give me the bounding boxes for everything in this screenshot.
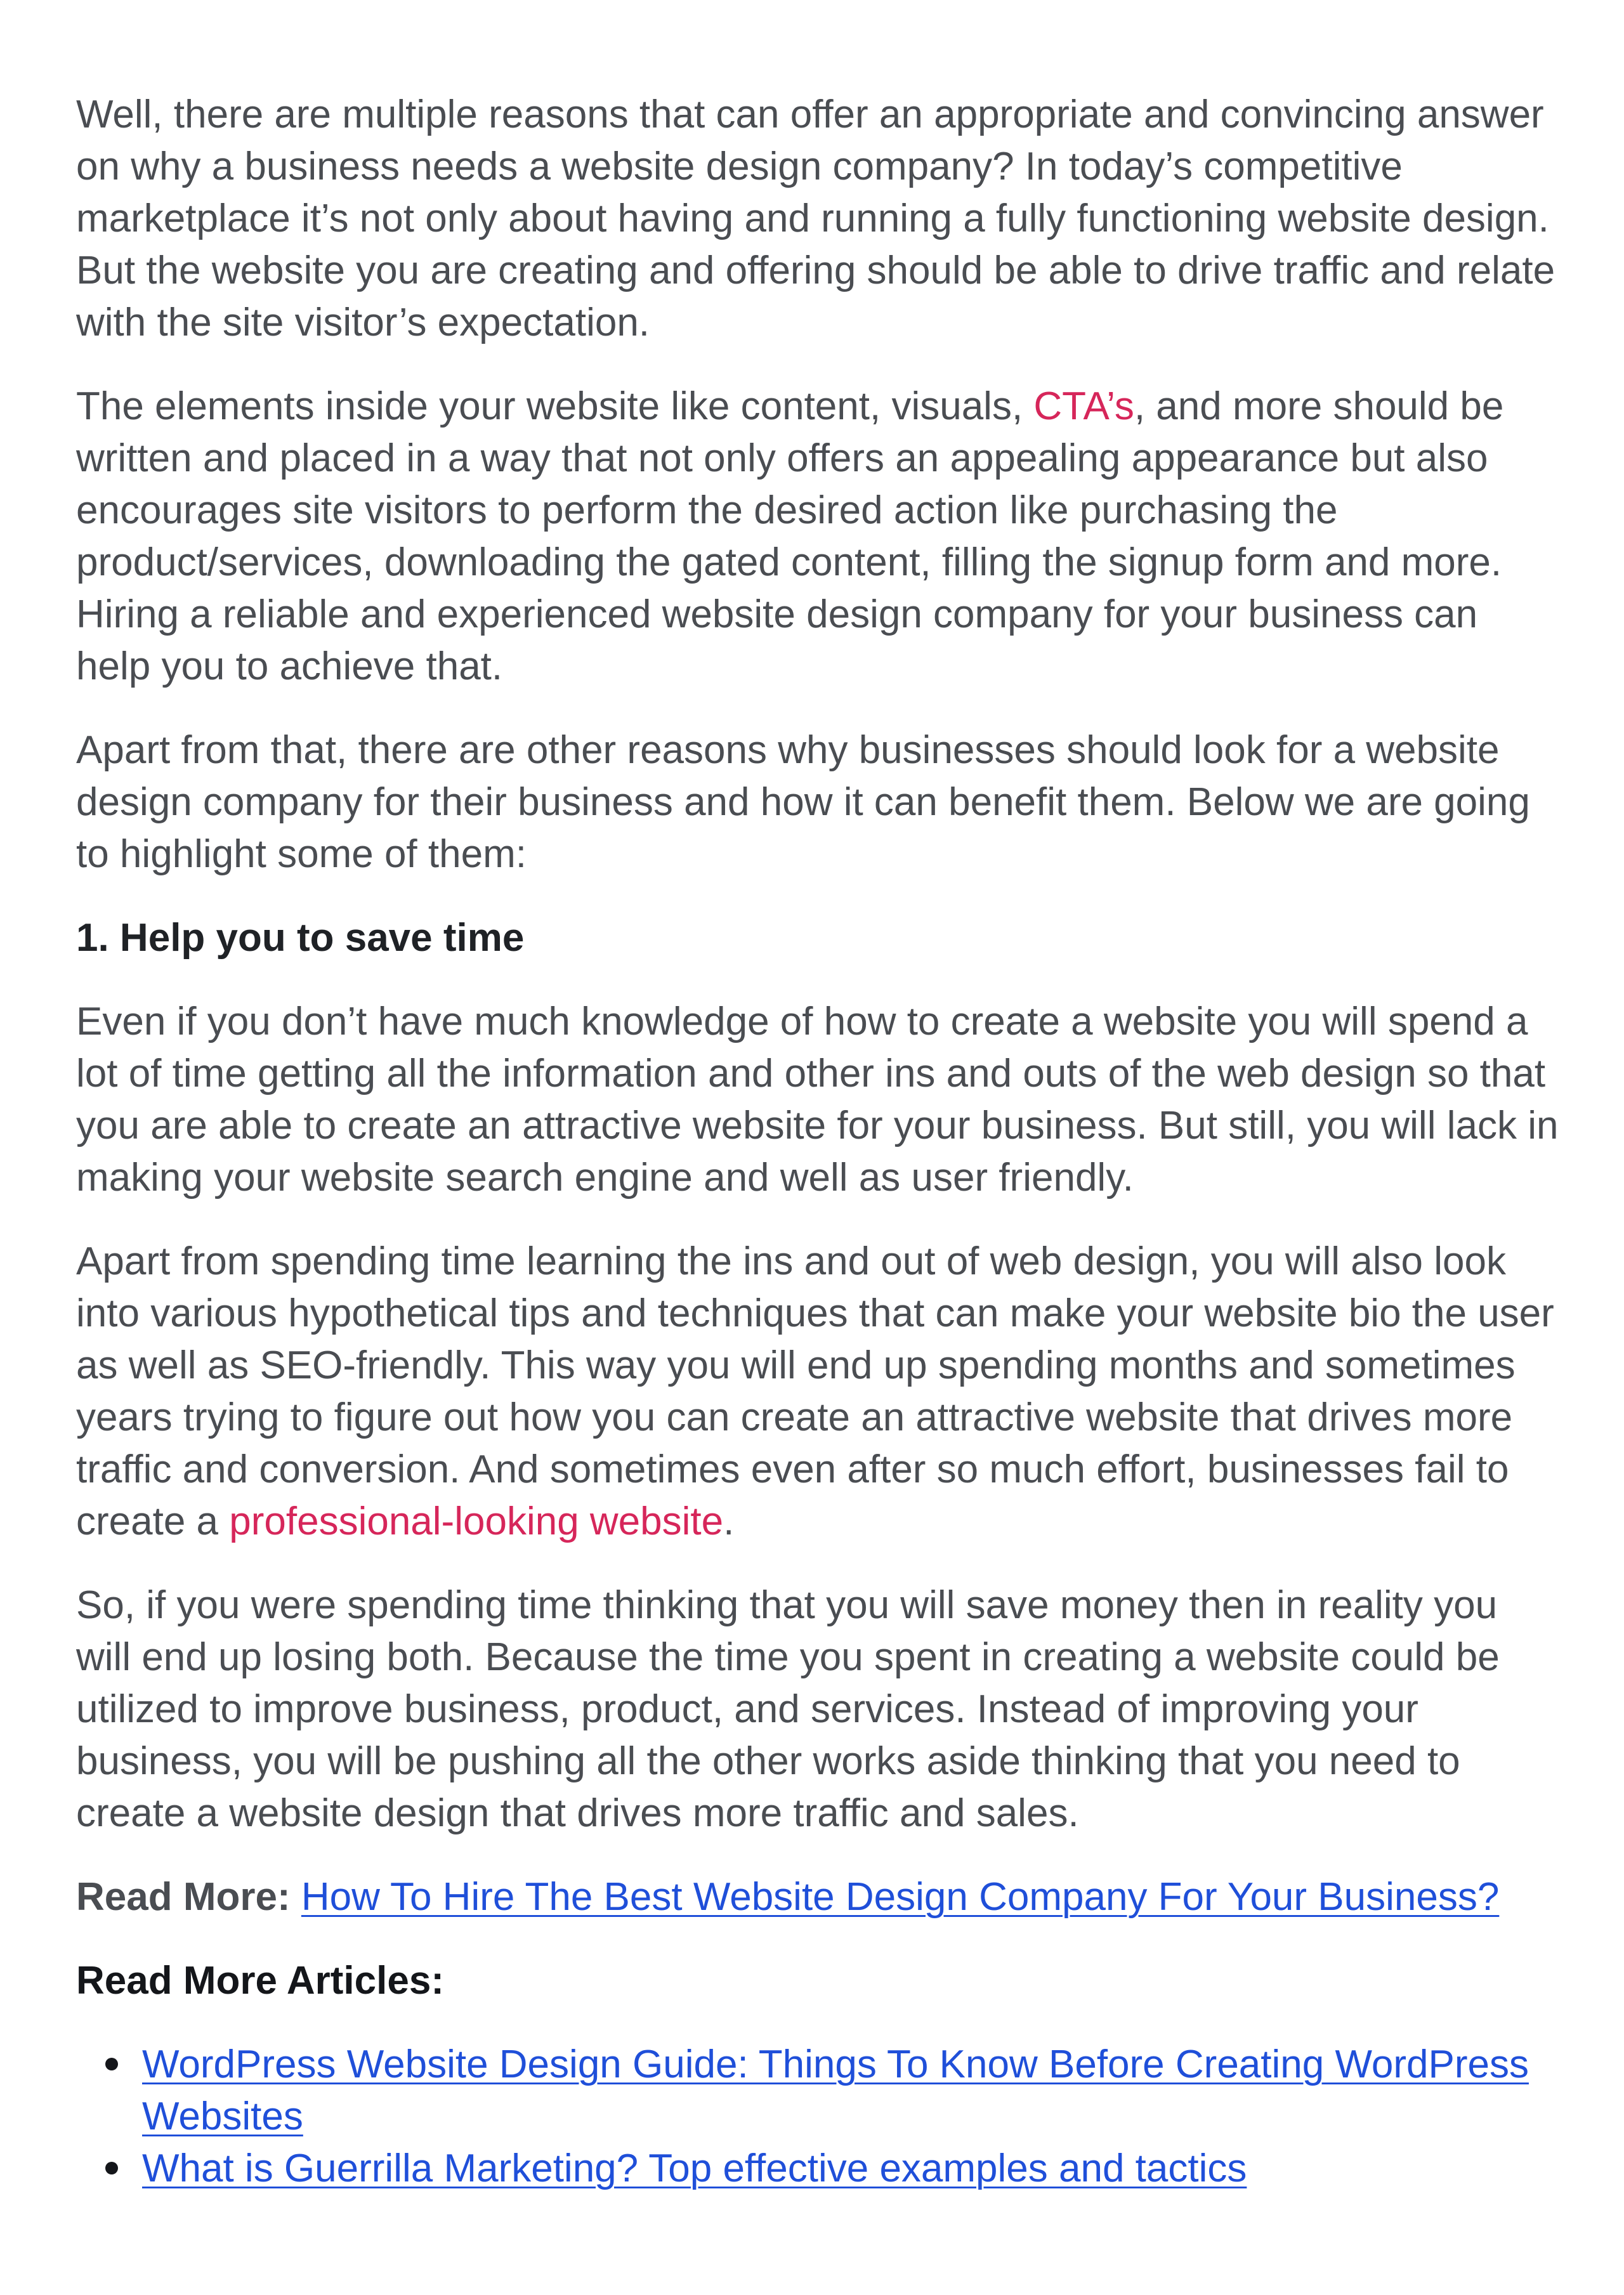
ctas-link[interactable]: CTA’s <box>1033 384 1134 428</box>
knowledge-paragraph: Even if you don’t have much knowledge of how to create a website you will spend a lot of time getting all the information and other ins and outs of the web design so that you are able to create an attractive website for your business. But still, you will lack in making your website search engine and well as user friendly. <box>76 1000 1559 1200</box>
read-more-link[interactable]: How To Hire The Best Website Design Company For Your Business? <box>301 1875 1500 1919</box>
intro-paragraph: Well, there are multiple reasons that can offer an appropriate and convincing answer on why a business needs a website design company? In today’s competitive marketplace it’s not only about having and running a fully functioning website design. But the website you are creating and offering should be able to drive traffic and relate with the site visitor’s expectation. <box>76 93 1555 344</box>
elements-paragraph-text-start: The elements inside your website like content, visuals, <box>76 384 1034 428</box>
bullet-icon <box>105 2058 118 2070</box>
related-article-link-guerrilla[interactable]: What is Guerrilla Marketing? Top effective examples and tactics <box>142 2147 1247 2190</box>
read-more-label: Read More: <box>76 1875 291 1919</box>
related-articles-list <box>76 2039 1561 2195</box>
money-paragraph: So, if you were spending time thinking that you will save money then in reality you will end up losing both. Because the time you spent in creating a website could be utilized to improve business, product, and services. Instead of improving your business, you will be pushing all the other works aside thinking that you need to create a website design that drives more traffic and sales. <box>76 1583 1500 1835</box>
read-more-articles-heading: Read More Articles: <box>76 1959 444 2003</box>
elements-paragraph-text-end: , and more should be written and placed in a way that not only offers an appealing appearance but also encourages site visitors to perform the desired action like purchasing the product/services, downloading the gated content, filling the signup form and more. Hiring a reliable and experienced website design company for your business can help you to achieve that. <box>76 384 1504 688</box>
related-article-link-wordpress[interactable]: WordPress Website Design Guide: Things To Know Before Creating WordPress Websites <box>142 2043 1529 2138</box>
list-item <box>142 2143 1561 2195</box>
elements-paragraph <box>76 381 1561 693</box>
apart-paragraph: Apart from that, there are other reasons why businesses should look for a website design company for their business and how it can benefit them. Below we are going to highlight some of them: <box>76 728 1530 876</box>
professional-website-link[interactable]: professional-looking website <box>229 1500 724 1543</box>
article-body <box>76 89 1561 2195</box>
read-more-line <box>76 1871 1561 1923</box>
list-item <box>142 2039 1561 2143</box>
bullet-icon <box>105 2162 118 2174</box>
learning-paragraph <box>76 1236 1561 1548</box>
section-heading-save-time: 1. Help you to save time <box>76 916 525 960</box>
learning-paragraph-text-end: . <box>723 1500 735 1543</box>
learning-paragraph-text-start: Apart from spending time learning the ins and out of web design, you will also look into various hypothetical tips and techniques that can make your website bio the user as well as SEO-friendly. This way you will end up spending months and sometimes years trying to figure out how you can create an attractive website that drives more traffic and conversion. And sometimes even after so much effort, businesses fail to create a <box>76 1239 1554 1543</box>
